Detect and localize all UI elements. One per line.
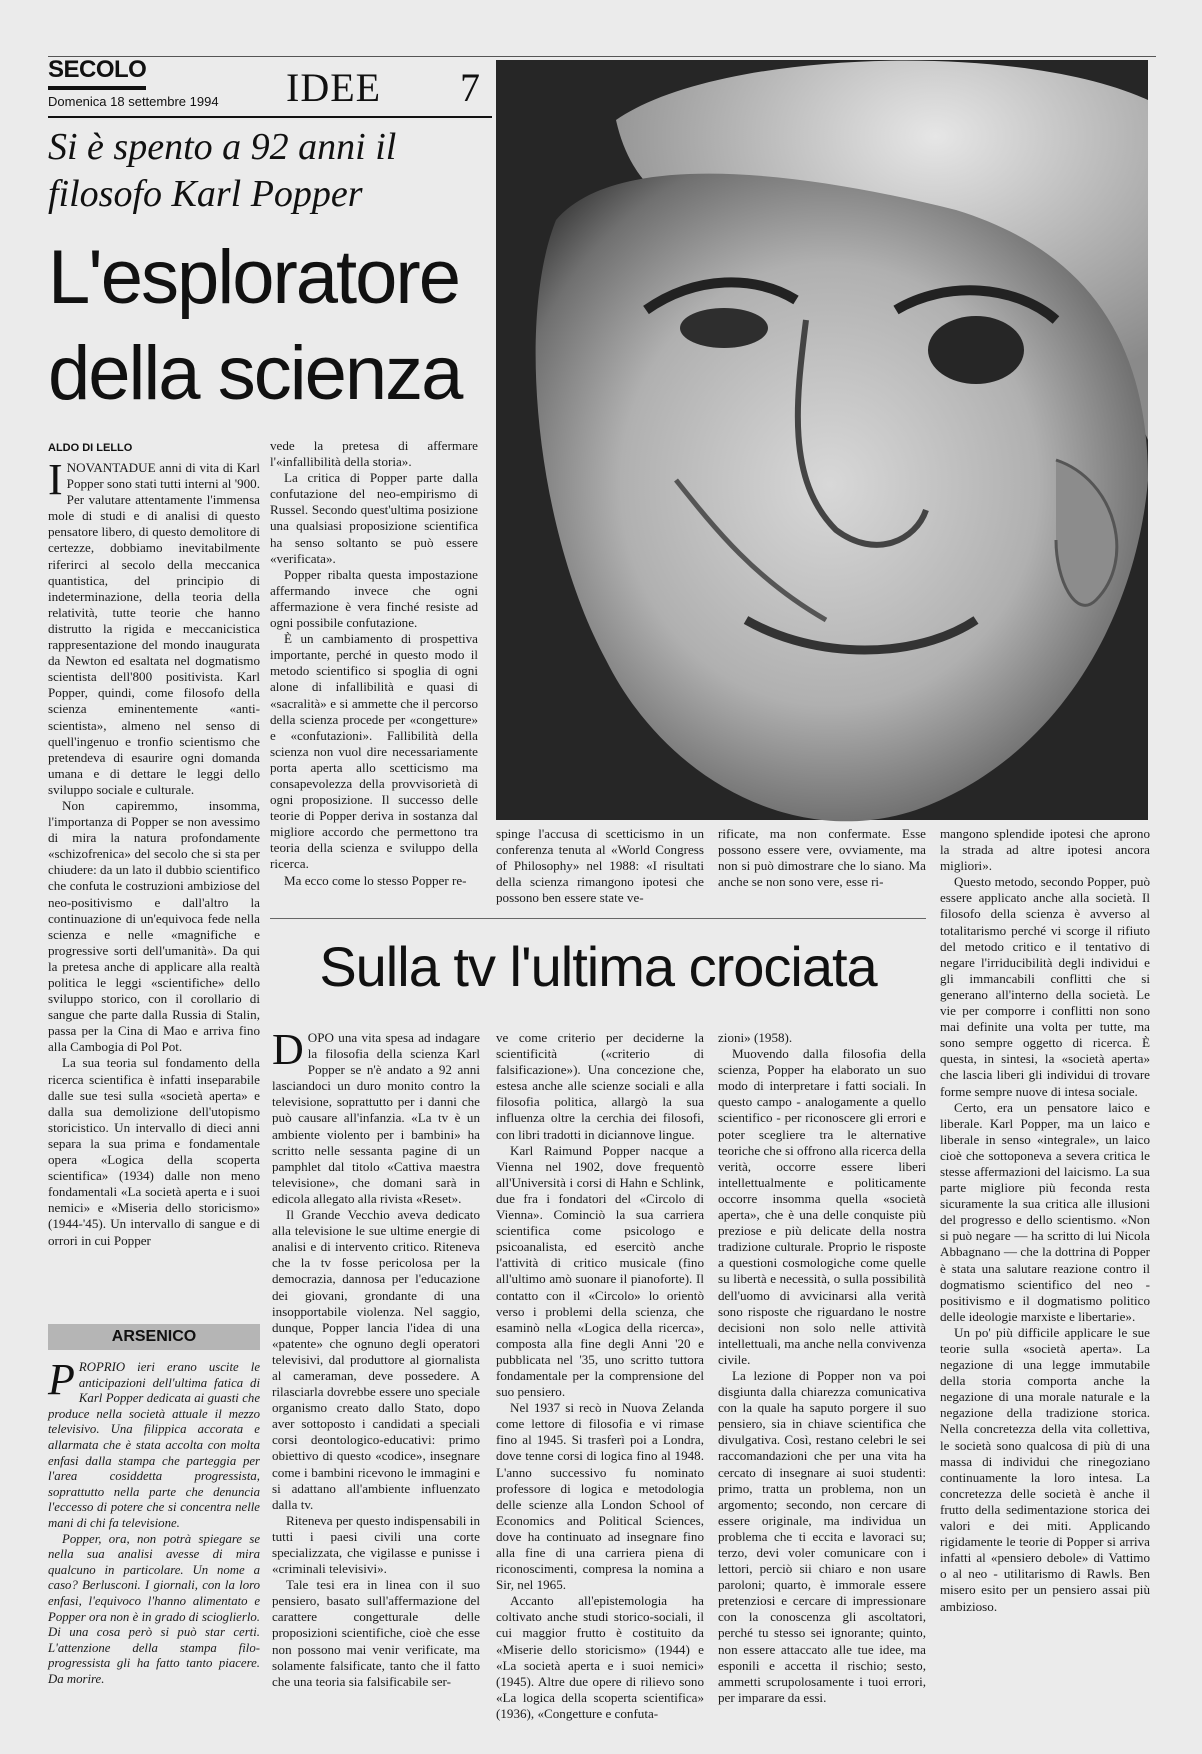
section-name: IDEE xyxy=(286,65,382,110)
article1-paragraph: rificate, ma non confermate. Esse possono essere vere, ovviamente, ma non si può dimostrare che lo siano. Ma anche se non sono vere, esse ri- xyxy=(718,826,926,890)
portrait-photo xyxy=(496,60,1148,820)
second-article-headline: Sulla tv l'ultima crociata xyxy=(319,935,877,998)
article1-column-5 xyxy=(940,826,1150,1684)
article1-column-3 xyxy=(496,826,704,910)
article2-paragraph: Karl Raimund Popper nacque a Vienna nel 1902, dove frequentò all'Università i corsi di Hahn e Schlink, due fra i fondatori del «Circolo di Vienna». Cominciò la sua carriera scientifica come psicologo e psicoanalista, ed esercitò anche l'attività di critico musicale (fino all'ultimo amò suonare il pianoforte). Il contatto con il «Circolo» lo orientò verso i problemi della scienza, che esaminò nella «Logica della ricerca», composta alla fine degli Anni '20 e pubblicata nel '35, uno scritto tuttora fondamentale per la comprensione del suo pensiero. xyxy=(496,1142,704,1400)
article1-column-2 xyxy=(270,438,478,914)
article2-paragraph: DOPO una vita spesa ad indagare la filosofia della scienza Karl Popper se n'è andato a 92 anni lasciandoci un duro monito contro la televisione, soprattutto per i danni che può causare all'infanzia. «La tv è un ambiente violento per i bambini» ha scritto nelle sessanta pagine di un pamphlet dal titolo «Cattiva maestra televisione», che domani sarà in edicola allegato alla rivista «Reset». xyxy=(272,1025,480,1206)
logo-underline xyxy=(48,86,146,90)
article2-paragraph: Muovendo dalla filosofia della scienza, Popper ha elaborato un suo modo di interpretare i fatti sociali. In questo campo - analogamente a quello scientifico - per riconoscere gli errori e poter scegliere tra le alternative teoriche che si offrono alla ricerca della verità, occorre essere liberi intellettualmente e politicamente occorre insomma quella «società aperta», che è una delle conquiste più preziose e più delicate della nostra tradizione culturale. Proprio le risposte a questioni cosmologiche come quelle su libertà e necessità, o sulla possibilità dell'uomo di avvicinarsi alla verità sono risposte che riguardano le nostre decisioni non solo nelle attività intellettuali, ma anche nella convivenza civile. xyxy=(718,1046,926,1367)
article2-paragraph: Il Grande Vecchio aveva dedicato alla televisione le sue ultime energie di analisi e di intervento critico. Riteneva che la tv fosse pericolosa per la democrazia, dannosa per l'educazione dei giovani, grondante di una insopportabile violenza. Nel saggio, dunque, Popper lancia l'idea di una «patente» che ognuno degli operatori televisivi, dal produttore al giornalista al cameraman, deve possedere. A rilasciarla dovrebbe essere uno speciale organismo creato dallo Stato, dopo aver sottoposto i candidati a speciali corsi deontologico-educativi: primo obiettivo di questo «codice», insegnare come i bambini ricevono le immagini e si adattano all'ambiente influenzato dalla tv. xyxy=(272,1207,480,1512)
article1-paragraph: È un cambiamento di prospettiva importante, perché in questo modo il metodo scientifico si spoglia di ogni alone di infallibilità e quasi di «sacralità» e si ammette che il percorso della scienza procede per «congetture» e «confutazioni». Fallibilità della scienza non vuol dire necessariamente porta aperta allo scetticismo ma consapevolezza della provvisorietà di ogni proposizione. Il successo delle teorie di Popper deriva in sostanza dal migliore accordo che permettono tra teoria della scienza e sviluppo della ricerca. xyxy=(270,631,478,872)
article1-paragraph: Non capiremmo, insomma, l'importanza di Popper se non avessimo di mira la natura profondamente «schizofrenica» del secolo che si sta per chiudere: da un lato il dubbio scientifico che confuta le costruzioni ambiziose del neo-positivismo e dall'altro la continuazione di un'equivoca fede nella scienza e nelle «magnifiche e progressive sorti dell'umanità». Da qui la pretesa anche di applicare alla realtà politica le leggi «scientifiche» dello sviluppo storico, con il corollario di sangue che parte dalla Russia di Stalin, passa per la Cina di Mao e arriva fino alla Cambogia di Pol Pot. xyxy=(48,797,260,1055)
article2-column-1 xyxy=(272,1025,480,1689)
article1-paragraph: Popper ribalta questa impostazione affermando invece che ogni affermazione è vera finché resiste ad ogni possibile confutazione. xyxy=(270,566,478,631)
article2-paragraph: Riteneva per questo indispensabili in tutti i paesi civili una corte specializzata, che vigilasse e punisse i «criminali televisivi». xyxy=(272,1512,480,1577)
article1-paragraph: INOVANTADUE anni di vita di Karl Popper sono stati tutti interni al '900. Per valutare attentamente l'immensa mole di studi e di analisi di questo pensatore libero, di questo demolitore di certezze, dobbiamo inevitabilmente riferirci al secolo della meccanica quantistica, del principio di indeterminazione, della teoria della relatività, tutte teorie che hanno distrutto la rigida e meccanicistica rappresentazione del mondo inaugurata da Newton ed esaltata nel dogmatismo scientista dell'800 positivista. Karl Popper, quindi, come filosofo della scienza eminentemente «anti-scientista», almeno nel senso di quell'ingenuo e tronfio scientismo che pretendeva di esaurire ogni domanda umana e di dettare le leggi dello sviluppo sociale e culturale. xyxy=(48,455,260,797)
article1-column-1 xyxy=(48,455,260,1318)
article2-paragraph: Accanto all'epistemologia ha coltivato anche studi storico-sociali, il cui maggior frutto è costituito da «Miserie dello storicismo» (1944) e «La società aperta e i suoi nemici» (1945). Altre due opere di rilievo sono «La logica della scoperta scientifica» (1936), «Congetture e confuta- xyxy=(496,1593,704,1721)
article1-paragraph: Questo metodo, secondo Popper, può essere applicato anche alla società. Il filosofo della scienza è avverso al totalitarismo perché vi scorge il rifiuto del metodo critico e il tentativo di negare l'irriducibilità degli individui e gli immancabili conflitti che si generano all'interno della società. Le vie per comporre i conflitti non sono mai definite una volta per tutte, ma sono sempre oggetto di ricerca. È questa, in sintesi, la «società aperta» che lascia liberi gli individui di trovare forme sempre nuove di intesa sociale. xyxy=(940,874,1150,1099)
section-divider xyxy=(270,918,926,919)
article1-paragraph: Certo, era un pensatore laico e liberale. Karl Popper, ma un laico e liberale in senso «integrale», un laico cioè che sottoponeva a severa critica le stesse affermazioni del laicismo. La sua parte migliore più feconda resta sicuramente la sua critica alle illusioni del progresso e dello scientismo. «Non si può negare — ha scritto di lui Nicola Abbagnano — che la dottrina di Popper è stata una salutare reazione contro il dogmatismo scientifico del neo - positivismo e il dogmatismo politico delle ideologie marxiste e libertarie». xyxy=(940,1099,1150,1324)
article2-column-3 xyxy=(718,1030,926,1705)
portrait-illustration xyxy=(496,60,1148,820)
page-number: 7 xyxy=(460,65,480,110)
masthead xyxy=(48,56,492,118)
article1-paragraph: La sua teoria sul fondamento della ricerca scientifica è infatti inseparabile dalle sue tesi sulla «società aperta» e dalla sua demolizione dell'utopismo storicistico. Un intervallo di dieci anni separa la sua prima e fondamentale opera «Logica della scoperta scientifica» (1934) dalle non meno fondamentali «La società aperta e i suoi nemici» e «Miseria dello storicismo» (1944-'45). Un intervallo di sangue e di orrori in cui Popper xyxy=(48,1055,260,1248)
sidebar-title: ARSENICO xyxy=(48,1324,260,1350)
article1-paragraph: Ma ecco come lo stesso Popper re- xyxy=(284,872,467,888)
article1-paragraph: mangono splendide ipotesi che aprono la strada ad altre ipotesi ancora migliori». xyxy=(940,826,1150,874)
sidebar-text xyxy=(48,1355,260,1686)
article2-paragraph: La lezione di Popper non va poi disgiunta dalla chiarezza comunicativa con la quale ha saputo porgere il suo pensiero, sia in chiave scientifica che divulgativa. Così, restano celebri le sei raccomandazioni che per una vita ha cercato di insegnare ai suoi studenti: primo, tratta un problema, non un argomento; secondo, non cercare di essere originale, ma individua un problema che ti eccita e lavoraci su; terzo, devi voler comunicare con i lettori, perciò sii chiaro e non usare paroloni; quarto, è immorale essere pretenziosi e cercare di impressionare con la conoscenza gli ascoltatori, perché tu stesso sei ignorante; quinto, non essere attaccato alle tue idee, ma esponili e accetta il rischio; sesto, ammetti scrupolosamente i tuoi errori, per imparare da essi. xyxy=(718,1367,926,1705)
article1-paragraph: spinge l'accusa di scetticismo in un conferenza tenuta al «World Congress of Philosophy» nel 1988: «I risultati della scienza rimangono ipotesi che possono ben essere state ve- xyxy=(496,826,704,906)
article-byline: ALDO DI LELLO xyxy=(48,442,133,454)
article1-paragraph: vede la pretesa di affermare l'«infallibilità della storia». xyxy=(270,438,478,470)
article-headline: L'esploratore della scienza xyxy=(48,235,462,416)
article1-column-4 xyxy=(718,826,926,910)
article1-paragraph: Un po' più difficile applicare le sue teorie sulla «società aperta». La negazione di una legge immutabile della storia comporta anche la negazione di una morale naturale e la negazione della tradizione storica. Nella concretezza della vita collettiva, le società sono qualcosa di più di una massa di individui che rinegoziano continuamente la loro intesa. La concretezza delle società è anche il frutto della sedimentazione storica dei valori e dei miti. Applicando rigidamente le teorie di Popper si arriva infatti al «pensiero debole» di Vattimo o al neo - utilitarismo di Rawls. Ben misero esito per un pensiero assai più ambizioso. xyxy=(940,1324,1150,1614)
sidebar-paragraph: Popper, ora, non potrà spiegare se nella sua analisi avesse di mira qualcuno in particolare. Un nome a caso? Berlusconi. I giornali, con la loro enfasi, l'equivoco l'hanno alimentato e Popper ora non è in grado di scioglierlo. Di una cosa però si può star certi. L'attenzione della stampa filo-progressista gli ha fatto tanto piacere. Da morire. xyxy=(48,1531,260,1686)
newspaper-logo: SECOLO xyxy=(48,56,147,83)
drop-cap: I xyxy=(48,455,63,504)
article2-column-2 xyxy=(496,1030,704,1721)
article2-paragraph: zioni» (1958). xyxy=(718,1030,793,1045)
article2-paragraph: ve come criterio per deciderne la scientificità («criterio di falsificazione»). Una concezione che, estesa anche alle scienze sociali e alla filosofia politica, allargò la sua influenza oltre la cerchia dei filosofi, con libri tradotti in diciannove lingue. xyxy=(496,1030,704,1142)
article1-paragraph: La critica di Popper parte dalla confutazione del neo-empirismo di Russel. Secondo quest'ultima posizione una qualsiasi proposizione scientifica ha senso soltanto se può essere «verificata». xyxy=(270,470,478,566)
drop-cap: D xyxy=(272,1025,304,1074)
sidebar-paragraph: PROPRIO ieri erano uscite le anticipazioni dell'ultima fatica di Karl Popper dedicata ai guasti che produce nella società attuale il mezzo televisivo. Una filippica accorata e allarmata che è stata accolta con molta enfasi dalla stampa che parteggia per l'area cosiddetta progressista, soprattutto nella parte che denuncia l'eccesso di potere che si concentra nelle mani di chi fa televisione. xyxy=(48,1355,260,1530)
issue-date: Domenica 18 settembre 1994 xyxy=(48,94,219,109)
article2-paragraph: Tale tesi era in linea con il suo pensiero, basato sull'affermazione del carattere congetturale delle proposizioni scientifiche, cioè che esse non possono mai venir verificate, ma solamente falsificate, tanto che il fatto che una teoria sia falsificabile ser- xyxy=(272,1577,480,1689)
article2-paragraph: Nel 1937 si recò in Nuova Zelanda come lettore di filosofia e vi rimase fino al 1945. Si trasferì poi a Londra, dove tenne corsi di logica fino al 1948. L'anno successivo fu nominato professore di logica e metodologia delle scienze alla London School of Economics and Political Sciences, dove ha continuato ad insegnare fino alla fine di una carriera piena di riconoscimenti, compresa la nomina a Sir, nel 1965. xyxy=(496,1400,704,1593)
article-kicker: Si è spento a 92 anni il filosofo Karl Popper xyxy=(48,126,397,215)
drop-cap: P xyxy=(48,1355,75,1404)
